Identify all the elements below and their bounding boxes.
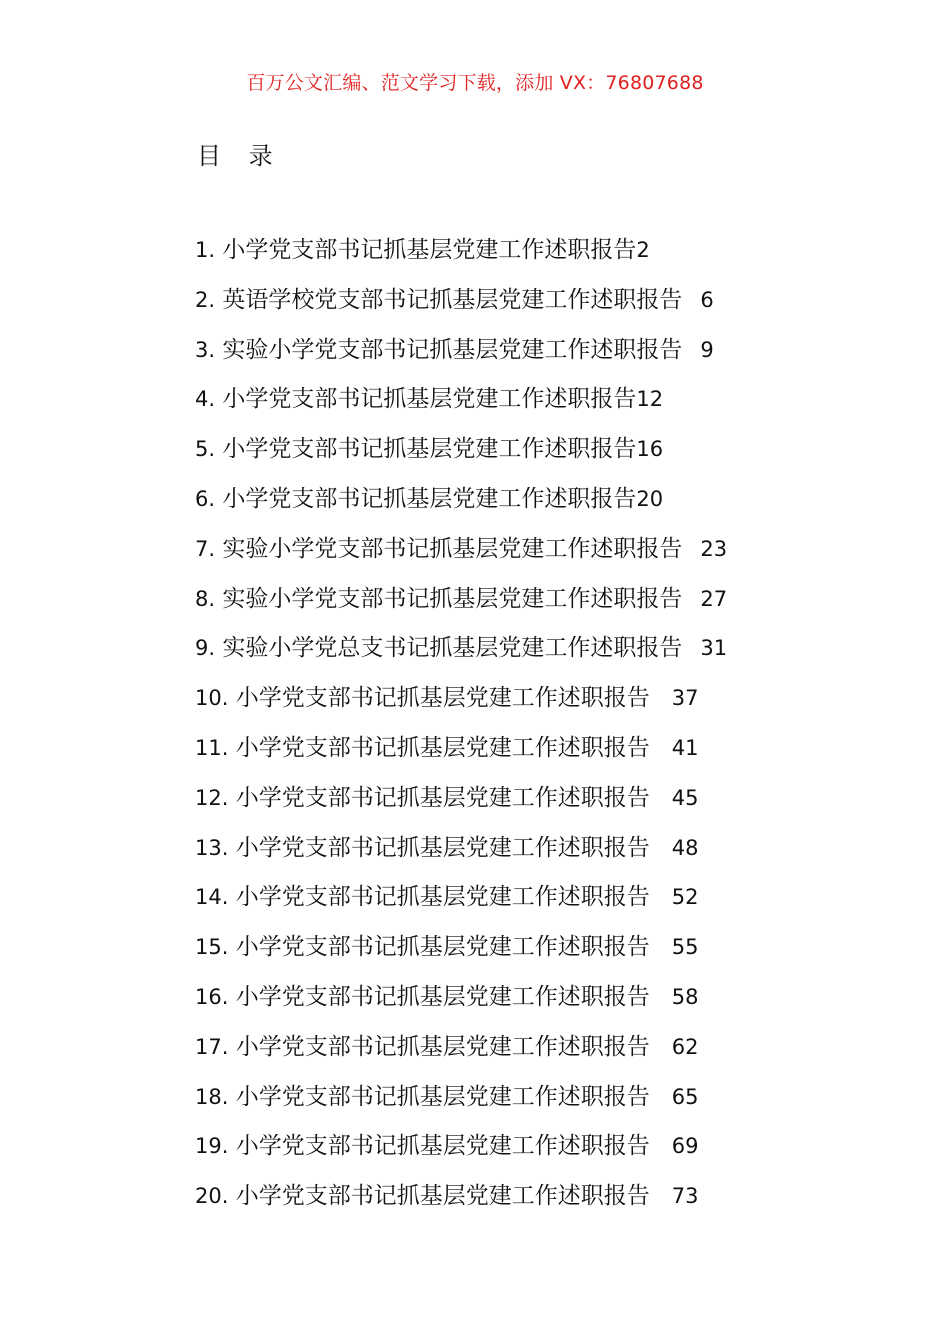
toc-entry-title: 实验小学党支部书记抓基层党建工作述职报告 [222, 336, 683, 363]
toc-entry-page: 2 [636, 238, 650, 262]
toc-entry-title: 小学党支部书记抓基层党建工作述职报告 [235, 784, 650, 811]
toc-entry-number: 3. [195, 337, 216, 362]
toc-entry-page: 58 [671, 984, 699, 1009]
toc-entry-title: 小学党支部书记抓基层党建工作述职报告 [222, 386, 637, 413]
toc-entry-title: 实验小学党支部书记抓基层党建工作述职报告 [222, 585, 683, 612]
toc-entry[interactable] [195, 1027, 835, 1077]
toc-entry[interactable] [195, 429, 835, 479]
toc-entry-title: 小学党支部书记抓基层党建工作述职报告 [235, 1033, 650, 1060]
toc-entry-title: 小学党支部书记抓基层党建工作述职报告 [235, 734, 650, 761]
toc-entry-page: 37 [671, 686, 699, 711]
toc-entry[interactable] [195, 379, 835, 429]
toc-entry-page: 55 [671, 935, 699, 960]
toc-entry[interactable] [195, 479, 835, 529]
toc-entry-page: 27 [700, 586, 728, 611]
toc-entry-page: 6 [700, 287, 714, 312]
toc-entry-number: 11. [195, 735, 229, 760]
toc-entry-page: 31 [700, 636, 728, 661]
toc-entry[interactable] [195, 230, 835, 280]
toc-entry[interactable] [195, 778, 835, 828]
toc-entry[interactable] [195, 330, 835, 380]
toc-entry-title: 实验小学党支部书记抓基层党建工作述职报告 [222, 535, 683, 562]
toc-entry-number: 2. [195, 287, 216, 312]
toc-entry-page: 45 [671, 785, 699, 810]
toc-title: 目 录 [197, 142, 283, 170]
toc-entry-page: 20 [636, 486, 664, 511]
toc-entry[interactable] [195, 678, 835, 728]
toc-entry-number: 13. [195, 835, 229, 860]
toc-entry-number: 17. [195, 1034, 229, 1059]
toc-entry-number: 10. [195, 686, 229, 711]
toc-entry-page: 41 [671, 735, 699, 760]
toc-entry-number: 15. [195, 935, 229, 960]
toc-entry-number: 4. [195, 387, 216, 412]
toc-entry[interactable] [195, 628, 835, 678]
toc-entry-title: 小学党支部书记抓基层党建工作述职报告 [235, 1133, 650, 1160]
toc-entry-page: 69 [671, 1134, 699, 1159]
toc-entry[interactable] [195, 579, 835, 629]
header-note: 百万公文汇编、范文学习下载，添加 VX：76807688 [246, 72, 704, 94]
toc-entry-number: 7. [195, 536, 216, 561]
toc-entry-title: 小学党支部书记抓基层党建工作述职报告 [222, 436, 637, 463]
toc-entry-number: 8. [195, 586, 216, 611]
toc-entry-title: 小学党支部书记抓基层党建工作述职报告 [235, 983, 650, 1010]
toc-entry-page: 48 [671, 835, 699, 860]
toc-entry-title: 小学党支部书记抓基层党建工作述职报告 [235, 1183, 650, 1210]
toc-entry[interactable] [195, 1176, 835, 1226]
toc-entry-page: 52 [671, 885, 699, 910]
toc-entry-page: 65 [671, 1084, 699, 1109]
toc-entry[interactable] [195, 927, 835, 977]
toc-entry-title: 小学党支部书记抓基层党建工作述职报告 [235, 1083, 650, 1110]
toc-list [195, 230, 835, 1226]
toc-entry-page: 9 [700, 337, 714, 362]
toc-entry-title: 小学党支部书记抓基层党建工作述职报告 [235, 884, 650, 911]
toc-entry-title: 小学党支部书记抓基层党建工作述职报告 [222, 485, 637, 512]
toc-entry-title: 小学党支部书记抓基层党建工作述职报告 [235, 834, 650, 861]
toc-entry-page: 16 [636, 437, 664, 462]
toc-entry-page: 62 [671, 1034, 699, 1059]
toc-entry[interactable] [195, 1077, 835, 1127]
toc-entry-page: 73 [671, 1184, 699, 1209]
toc-entry[interactable] [195, 977, 835, 1027]
toc-entry[interactable] [195, 877, 835, 927]
toc-entry-number: 20. [195, 1184, 229, 1209]
toc-entry-number: 18. [195, 1084, 229, 1109]
toc-entry-number: 19. [195, 1134, 229, 1159]
toc-entry-title: 小学党支部书记抓基层党建工作述职报告 [235, 934, 650, 961]
toc-entry-number: 6. [195, 486, 216, 511]
toc-entry[interactable] [195, 728, 835, 778]
toc-entry-title: 英语学校党支部书记抓基层党建工作述职报告 [222, 286, 683, 313]
toc-entry[interactable] [195, 1126, 835, 1176]
toc-entry-number: 12. [195, 785, 229, 810]
toc-entry[interactable] [195, 529, 835, 579]
toc-entry[interactable] [195, 828, 835, 878]
toc-entry-number: 5. [195, 437, 216, 462]
toc-entry-number: 1. [195, 238, 216, 262]
toc-entry-title: 小学党支部书记抓基层党建工作述职报告 [235, 685, 650, 712]
toc-entry-number: 16. [195, 984, 229, 1009]
toc-entry-number: 14. [195, 885, 229, 910]
toc-entry-page: 12 [636, 387, 664, 412]
toc-entry-title: 小学党支部书记抓基层党建工作述职报告 [222, 237, 637, 263]
toc-entry-title: 实验小学党总支书记抓基层党建工作述职报告 [222, 635, 683, 662]
toc-entry-number: 9. [195, 636, 216, 661]
toc-entry-page: 23 [700, 536, 728, 561]
toc-entry[interactable] [195, 280, 835, 330]
